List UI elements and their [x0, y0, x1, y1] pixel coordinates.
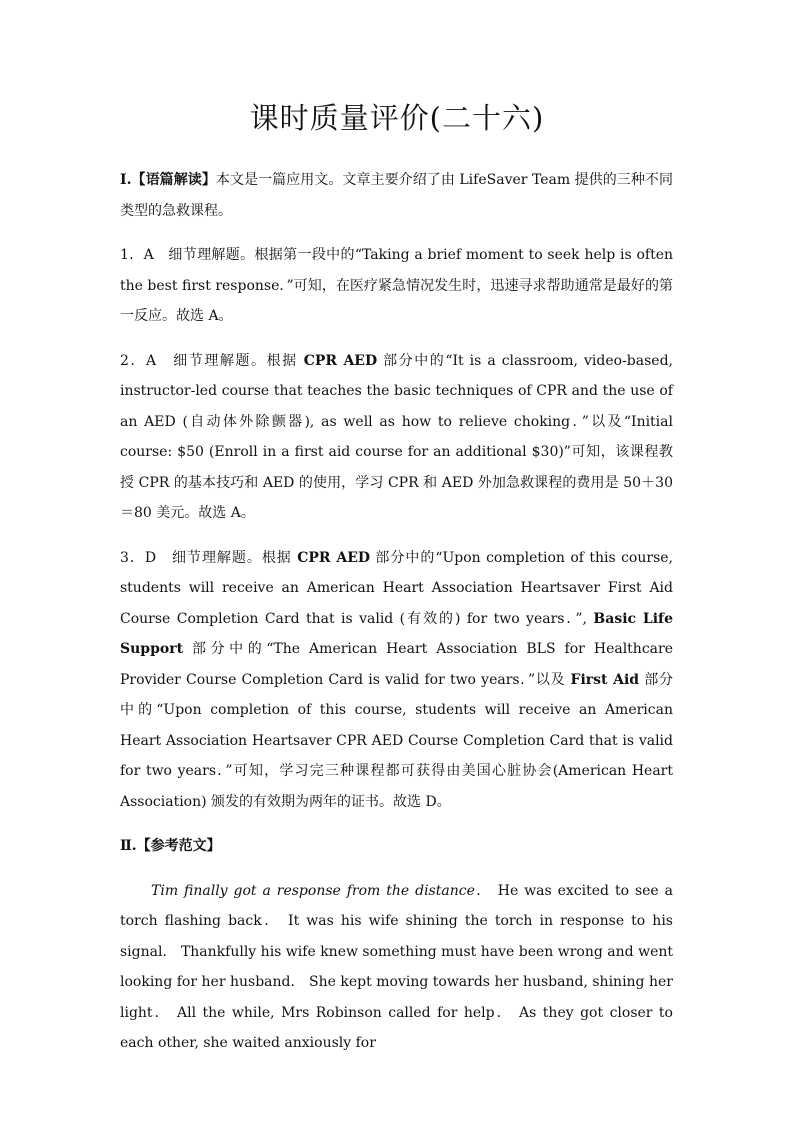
q2-text-a: 2．A 细节理解题。根据 [120, 352, 304, 369]
q2-bold-cpr-aed: CPR AED [303, 352, 378, 369]
page-title: 课时质量评价(二十六) [249, 101, 545, 135]
essay-body: ． He was excited to see a torch flashing back． It was his wife shining the torch in response to his signal． Thankfully his wife knew something must have been wrong and went looking for her husband． She kept moving towards her husband, shining her light． All the while, Mrs Robinson called for help． As they got closer to each other, she waited anxiously for [120, 882, 673, 1051]
question-1-explanation: 1．A 细节理解题。根据第一段中的“Taking a brief moment to seek help is often the best first response．”可知，在医疗紧急情况发生时，迅速寻求帮助通常是最好的第一反应。故选 A。 [120, 247, 673, 324]
section2-heading: Ⅱ.【参考范文】 [120, 838, 221, 854]
q3-text-d: 部分中的“The American Heart Association BLS for Healthcare Provider Course Completion Card is valid for two years．”以及 [120, 641, 673, 688]
q2-text-c: 部分中的“It is a classroom, video-based, instructor-led course that teaches the basic techniques of CPR and the use of an AED (自动体外除颤器), as well as how to relieve choking．”以及“Initial course: $50 (Enroll in a first aid course for an additional $30)”可知，该课程教授 CPR 的基本技巧和 AED 的使用，学习 CPR 和 AED 外加急救课程的费用是 50＋30＝80 美元。故选 A。 [120, 352, 673, 521]
section1-heading: Ⅰ.【语篇解读】 [120, 172, 216, 188]
section1-paragraph [120, 165, 673, 226]
question-2-explanation [120, 346, 673, 529]
q3-bold-cpr-aed: CPR AED [297, 549, 371, 566]
q3-text-c: 部分中的“Upon completion of this course, students will receive an American Heart Association Heartsaver First Aid Course Completion Card that is valid (有效的) for two years．”, [120, 549, 673, 627]
q3-text-a: 3．D 细节理解题。根据 [120, 549, 298, 566]
q3-bold-first-aid: First Aid [570, 671, 640, 688]
model-essay [120, 876, 673, 1059]
q3-text-e: 部分中的“Upon completion of this course, students will receive an American Heart Association Heartsaver CPR AED Course Completion Card that is valid for two years．”可知，学习完三种课程都可获得由美国心脏协会(American Heart Association) 颁发的有效期为两年的证书。故选 D。 [120, 671, 673, 810]
essay-lead: Tim finally got a response from the distance [151, 882, 475, 899]
document-body [120, 165, 673, 1059]
q3-bold-basic-life-support: Basic Life Support [120, 610, 673, 657]
section1-text: 本文是一篇应用文。文章主要介绍了由 LifeSaver Team 提供的三种不同类型的急救课程。 [120, 172, 673, 219]
question-3-explanation [120, 543, 673, 818]
